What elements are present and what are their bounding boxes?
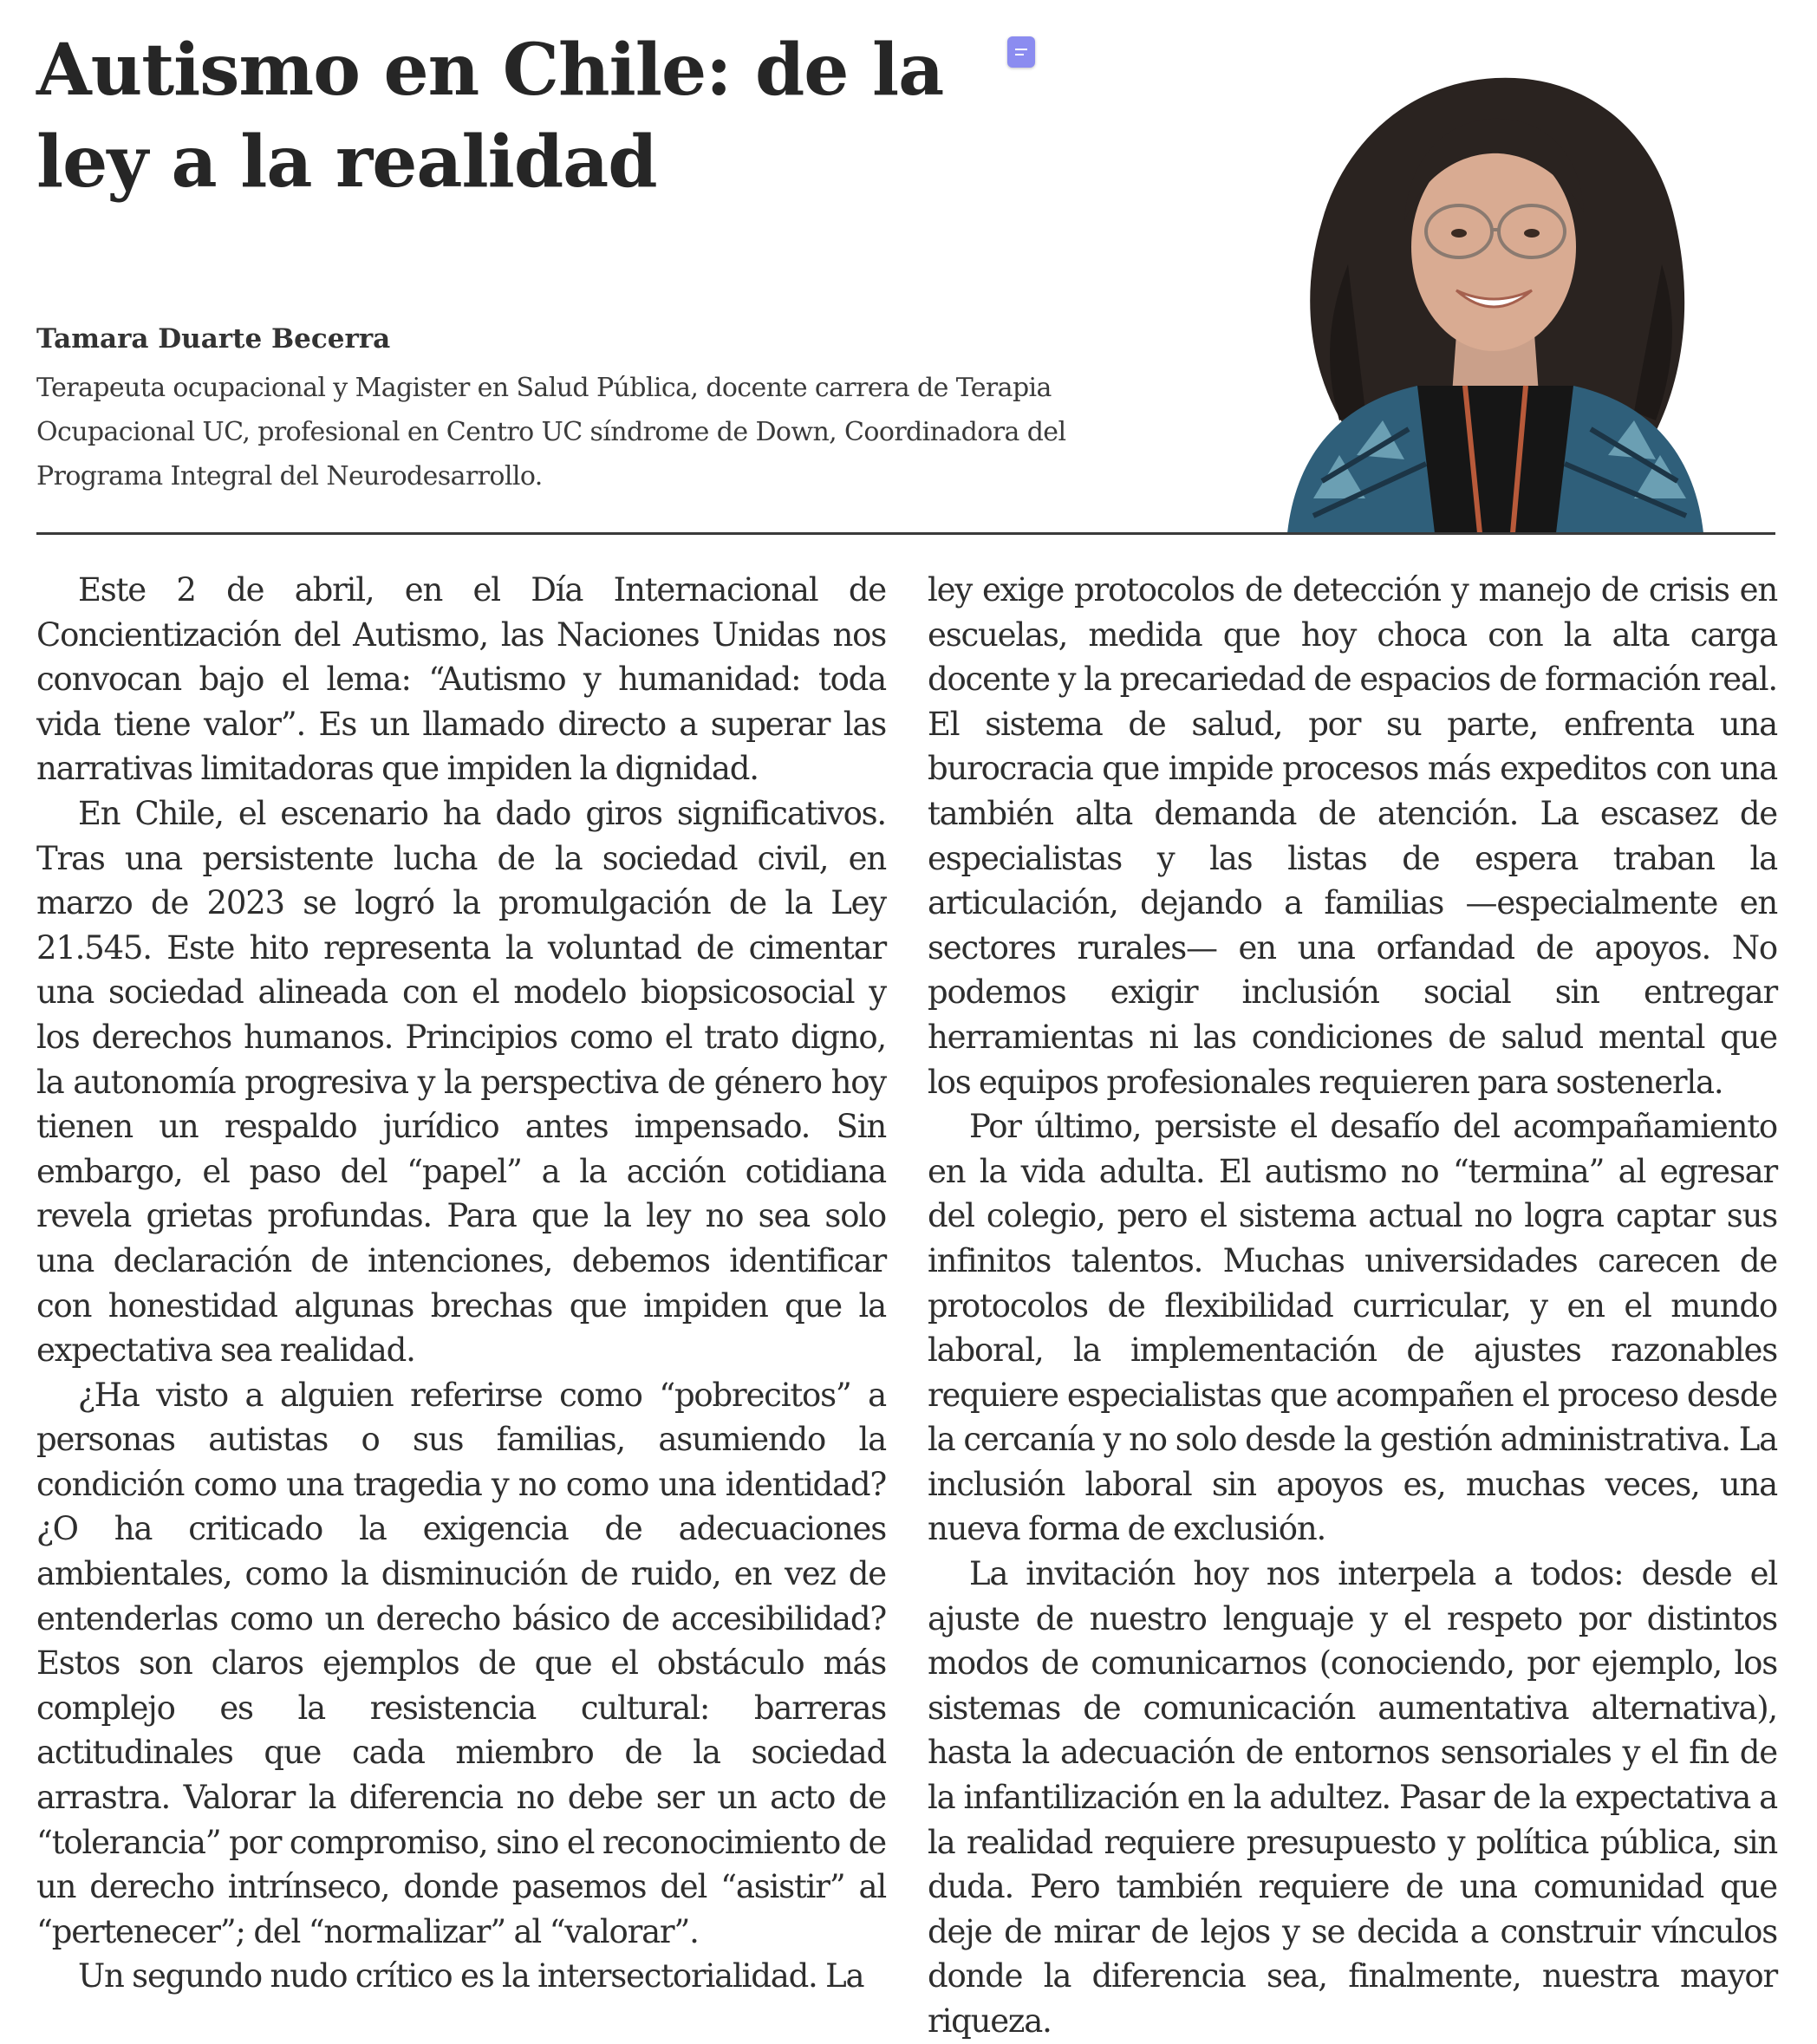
author-name: Tamara Duarte Becerra [36, 323, 391, 355]
author-portrait [1261, 48, 1729, 533]
article-column-left [36, 568, 886, 1999]
paragraph: La invitación hoy nos interpela a todos: desde el ajuste de nuestro lenguaje y el respeto por distintos modos de comunicarnos (conociendo, por ejemplo, los sistemas de comunicación aumentativa alternativa), hasta la adecuación de entornos sensoriales y el fin de la infantilización en la adultez. Pasar de la expectativa a la realidad requiere presupuesto y política pública, sin duda. Pero también requiere de una comunidad que deje de mirar de lejos y se decida a construir vínculos donde la diferencia sea, finalmente, nuestra mayor riqueza. [928, 1555, 1777, 2040]
paragraph: En Chile, el escenario ha dado giros significativos. Tras una persistente lucha de la sociedad civil, en marzo de 2023 se logró la promulgación de la Ley 21.545. Este hito representa la voluntad de cimentar una sociedad alineada con el modelo biopsicosocial y los derechos humanos. Principios como el trato digno, la autonomía progresiva y la perspectiva de género hoy tienen un respaldo jurídico antes impensado. Sin embargo, el paso del “papel” a la acción cotidiana revela grietas profundas. Para que la ley no sea solo una declaración de intenciones, debemos identificar con honestidad algunas brechas que impiden que la expectativa sea realidad. [36, 794, 886, 1370]
paragraph: Un segundo nudo crítico es la intersectorialidad. La [78, 1957, 864, 1995]
paragraph: ¿Ha visto a alguien referirse como “pobrecitos” a personas autistas o sus familias, asumiendo la condición como una tragedia y no como una identidad? ¿O ha criticado la exigencia de adecuaciones ambientales, como la disminución de ruido, en vez de entenderlas como un derecho básico de accesibilidad? Estos son claros ejemplos de que el obstáculo más complejo es la resistencia cultural: barreras actitudinales que cada miembro de la sociedad arrastra. Valorar la diferencia no debe ser un acto de “tolerancia” por compromiso, sino el reconocimiento de un derecho intrínseco, donde pasemos del “asistir” al “pertenecer”; del “normalizar” al “valorar”. [36, 1376, 886, 1950]
author-bio: Terapeuta ocupacional y Magister en Salud Pública, docente carrera de Terapia Ocupacional UC, profesional en Centro UC síndrome de Down, Coordinadora del Programa Integral del Neurodesarrollo. [36, 373, 1066, 491]
article-title: Autismo en Chile: de la ley a la realidad [36, 29, 944, 204]
paragraph: Este 2 de abril, en el Día Internacional de Concientización del Autismo, las Naciones Unidas nos convocan bajo el lema: “Autismo y humanidad: toda vida tiene valor”. Es un llamado directo a superar las narrativas limitadoras que impiden la dignidad. [36, 571, 886, 788]
author-block [36, 321, 1077, 498]
article-column-right [928, 568, 1777, 2044]
paragraph: ley exige protocolos de detección y manejo de crisis en escuelas, medida que hoy choca con la alta carga docente y la precariedad de espacios de formación real. El sistema de salud, por su parte, enfrenta una burocracia que impide procesos más expeditos con una también alta demanda de atención. La escasez de especialistas y las listas de espera traban la articulación, dejando a familias —especialmente en sectores rurales— en una orfandad de apoyos. No podemos exigir inclusión social sin entregar herramientas ni las condiciones de salud mental que los equipos profesionales requieren para sostenerla. [928, 571, 1777, 1101]
note-icon[interactable] [1007, 36, 1035, 68]
paragraph: Por último, persiste el desafío del acompañamiento en la vida adulta. El autismo no “termina” al egresar del colegio, pero el sistema actual no logra captar sus infinitos talentos. Muchas universidades carecen de protocolos de flexibilidad curricular, y en el mundo laboral, la implementación de ajustes razonables requiere especialistas que acompañen el proceso desde la cercanía y no solo desde la gestión administrativa. La inclusión laboral sin apoyos es, muchas veces, una nueva forma de exclusión. [928, 1108, 1777, 1548]
header-divider [36, 532, 1775, 535]
